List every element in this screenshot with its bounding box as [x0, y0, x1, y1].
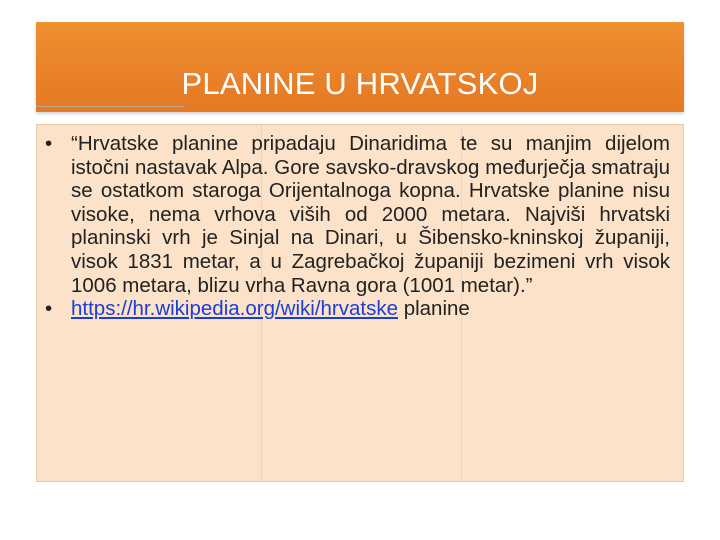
title-bar	[36, 22, 684, 112]
slide-title: PLANINE U HRVATSKOJ	[181, 66, 539, 101]
bullet-list	[37, 125, 683, 321]
bullet-quote	[37, 132, 683, 297]
quote-text: “Hrvatske planine pripadaju Dinaridima te su manjim dijelom istočni nastavak Alpa. Gore savsko-dravskog međurječja smatraju se ostatkom staroga Orijentalnoga kopna. Hrvatske planine nisu visoke, nema vrhova viših od 2000 metara. Najviši hrvatski planinski vrh je Sinjal na Dinari, u Šibensko-kninskoj županiji, visok 1831 metar, a u Zagrebačkoj županiji bezimeni vrh visok 1006 metara, blizu vrha Ravna gora (1001 metar).”	[71, 132, 670, 297]
bullet-icon: •	[45, 297, 53, 321]
source-line	[71, 297, 670, 321]
source-link[interactable]: https://hr.wikipedia.org/wiki/hrvatske	[71, 297, 398, 321]
content-box	[36, 124, 684, 482]
title-underline-divider	[36, 106, 184, 107]
bullet-icon: •	[45, 132, 53, 155]
source-link-suffix: planine	[398, 297, 470, 321]
bullet-source	[37, 297, 683, 321]
